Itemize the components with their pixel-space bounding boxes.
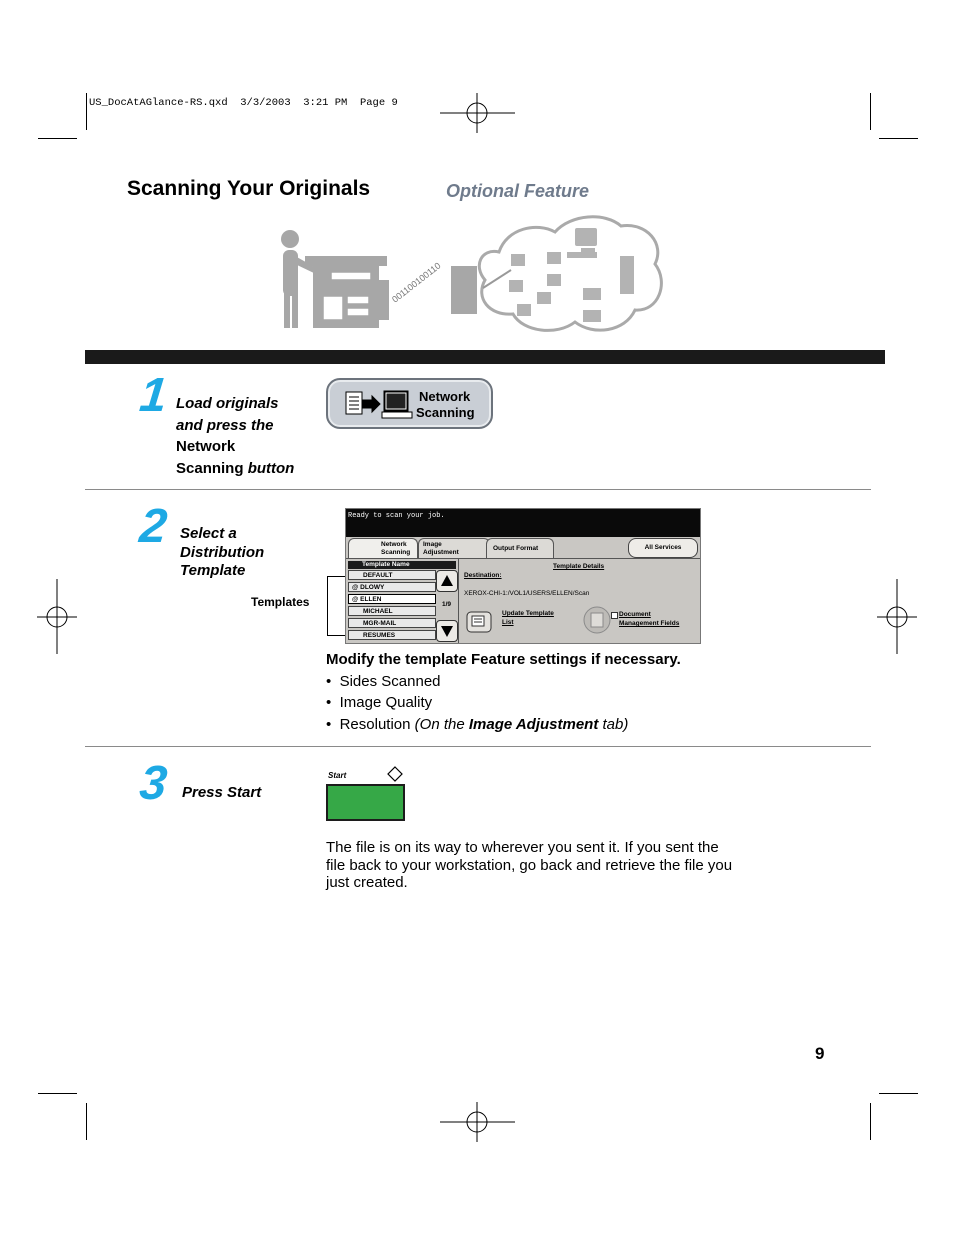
bullet-image-quality: • Image Quality — [326, 694, 433, 711]
page-indicator: 1/9 — [442, 601, 452, 608]
step1-instruction — [176, 393, 294, 479]
section-bar — [85, 350, 885, 364]
template-row[interactable]: @ DLOWY — [348, 582, 436, 592]
scroll-down-button[interactable] — [436, 620, 458, 642]
step1-line4: Scanning button — [176, 459, 295, 477]
divider-2 — [85, 746, 871, 747]
step-number-1: 1 — [137, 369, 168, 422]
template-row[interactable]: RESUMES — [348, 630, 436, 640]
network-scanning-icon — [344, 388, 414, 420]
template-list-icon — [466, 611, 492, 633]
destination-label: Destination: — [464, 572, 502, 579]
document-management-button[interactable]: Document Management Fields — [583, 606, 698, 636]
template-row[interactable]: @ ELLEN — [348, 594, 436, 604]
scroll-up-button[interactable] — [436, 570, 458, 592]
step1-line3: Network — [176, 438, 236, 455]
tab-network-scanning[interactable]: Network Scanning — [348, 538, 418, 559]
step2-instruction: Select a Distribution Template — [180, 525, 265, 579]
network-scanning-label: Network Scanning — [416, 389, 475, 420]
document-management-icon — [583, 606, 611, 634]
template-row[interactable]: MGR-MAIL — [348, 618, 436, 628]
templates-callout-label: Templates — [251, 595, 310, 609]
template-row[interactable]: MICHAEL — [348, 606, 436, 616]
network-scanning-illustration — [275, 208, 667, 338]
step1-line2: and press the — [176, 416, 274, 434]
tab-image-adjustment[interactable]: Image Adjustment — [418, 538, 490, 559]
start-label: Start — [328, 771, 347, 780]
template-details-link[interactable]: Template Details — [553, 563, 605, 570]
arrow-up-icon — [437, 571, 457, 591]
template-list-header: Template Name — [348, 561, 456, 569]
tab-output-format[interactable]: Output Format — [486, 538, 554, 559]
page-title: Scanning Your Originals — [127, 177, 371, 200]
all-services-button[interactable]: All Services — [628, 538, 698, 558]
templates-bracket — [327, 576, 346, 636]
step-number-3: 3 — [137, 757, 168, 810]
arrow-down-icon — [437, 621, 457, 641]
bullet-resolution: • Resolution (On the Image Adjustment tab) — [326, 716, 629, 733]
template-row[interactable]: DEFAULT — [348, 570, 436, 580]
step-number-2: 2 — [137, 500, 168, 553]
touch-screen — [345, 508, 701, 644]
step3-instruction: Press Start — [182, 784, 262, 801]
completion-paragraph: The file is on its way to wherever you sent it. If you sent the file back to your workstation, go back and retrieve the file you just created. — [326, 839, 733, 891]
network-scanning-button[interactable] — [326, 378, 493, 429]
page-number: 9 — [815, 1044, 825, 1063]
destination-path: XEROX-CHI-1:/VOL1/USERS/ELLEN/Scan — [464, 590, 590, 597]
start-diamond-icon — [387, 766, 403, 782]
modify-heading: Modify the template Feature settings if necessary. — [326, 651, 681, 668]
start-button[interactable] — [326, 784, 405, 821]
file-slug: US_DocAtAGlance-RS.qxd 3/3/2003 3:21 PM Page 9 — [89, 97, 398, 109]
step1-line1: Load originals — [176, 395, 279, 412]
update-template-list-button[interactable]: Update Template List — [466, 609, 576, 635]
bullet-sides-scanned: • Sides Scanned — [326, 673, 441, 690]
status-bar: Ready to scan your job. — [346, 509, 700, 537]
binary-digits: 001100100110 — [390, 260, 443, 305]
divider-1 — [85, 489, 871, 490]
page-subtitle: Optional Feature — [446, 181, 590, 201]
